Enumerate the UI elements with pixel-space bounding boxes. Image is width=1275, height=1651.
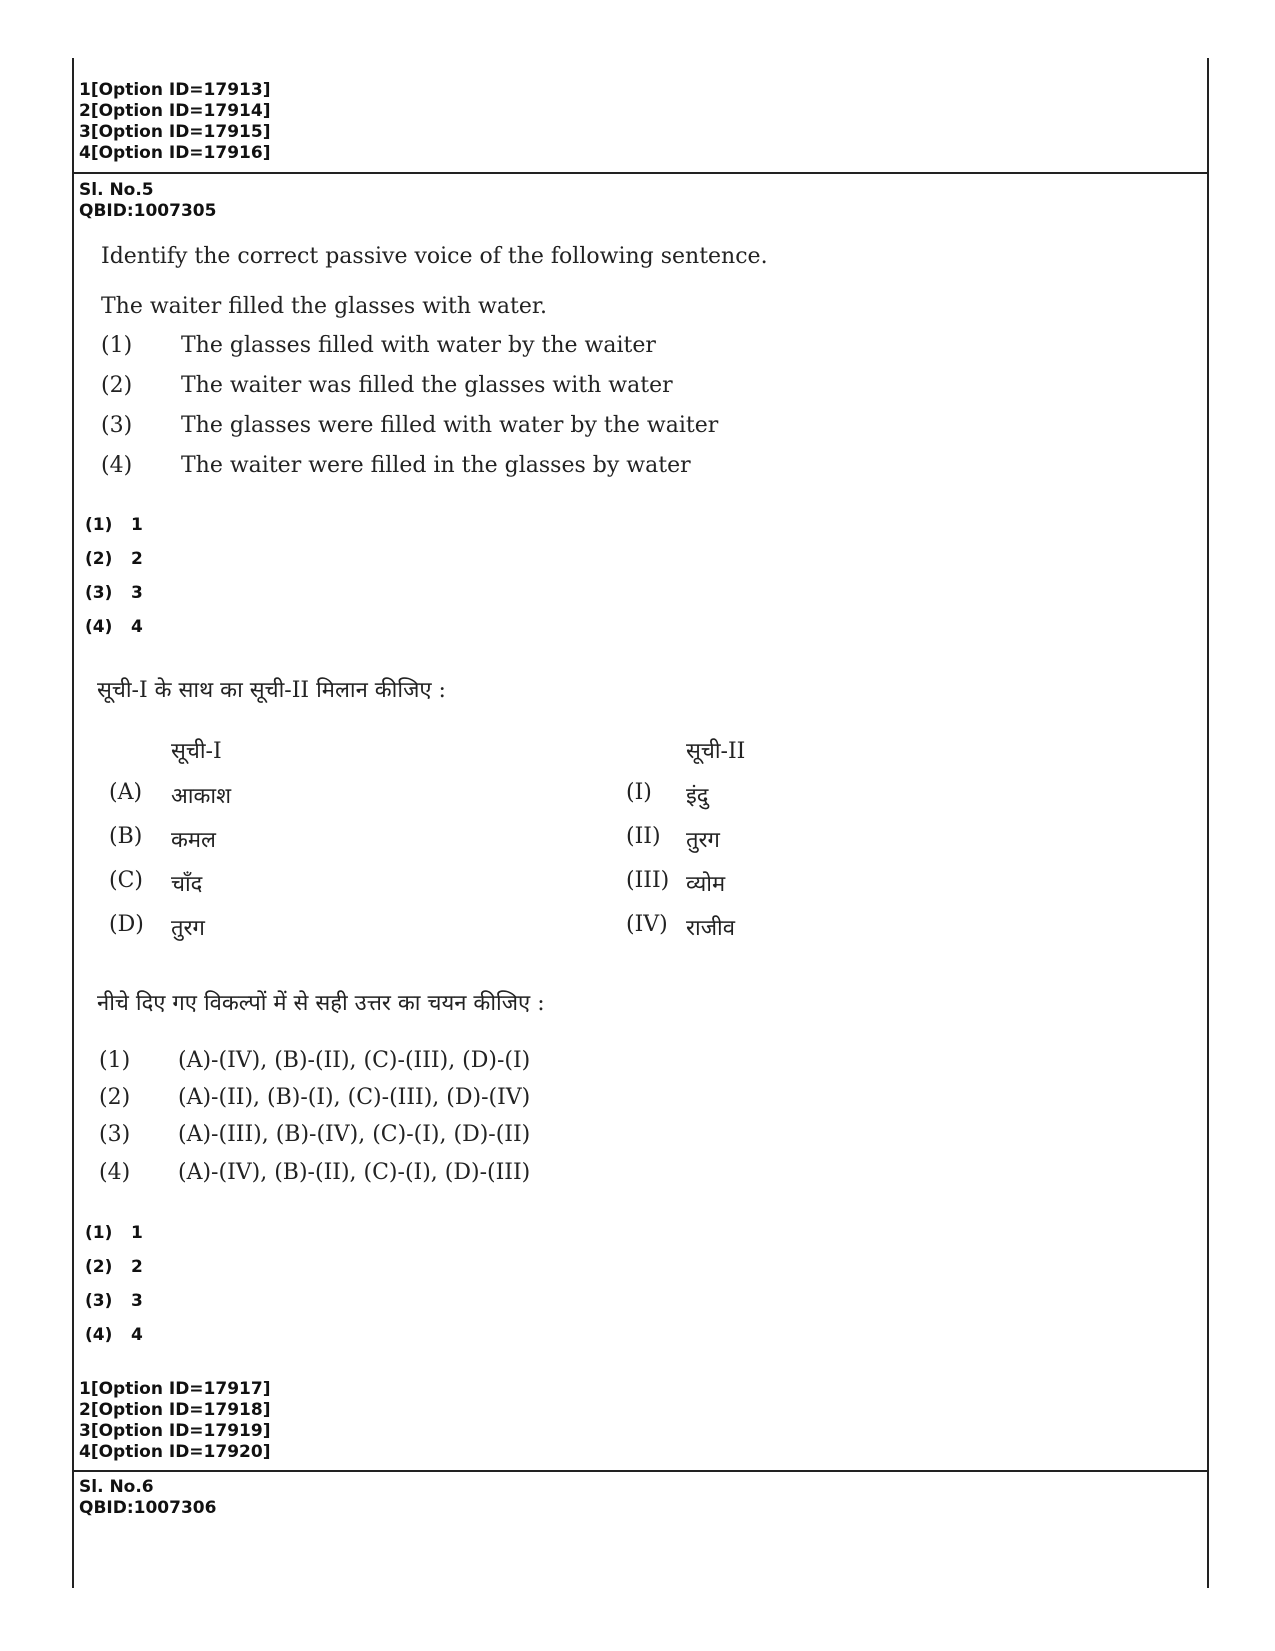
answer-option[interactable]: (4) 4	[85, 617, 143, 637]
answer-option[interactable]: (3) 3	[85, 1291, 143, 1311]
choice-number: (3)	[99, 1122, 131, 1147]
list2-key: (I)	[626, 780, 652, 805]
choice-number: (4)	[101, 453, 133, 478]
serial-number: Sl. No.6	[79, 1477, 154, 1497]
hindi-instruction: सूची-I के साथ का सूची-II मिलान कीजिए :	[97, 678, 446, 703]
choice-text: The waiter was filled the glasses with water	[181, 373, 673, 398]
list2-key: (III)	[626, 868, 670, 893]
top-option-list	[79, 80, 270, 164]
list1-key: (D)	[109, 912, 144, 937]
list2-value: व्योम	[686, 872, 726, 897]
option-id-line: 1[Option ID=17913]	[79, 80, 271, 100]
option-id-list	[79, 1379, 270, 1463]
question-instruction: Identify the correct passive voice of the following sentence.	[101, 244, 768, 269]
list2-key: (II)	[626, 824, 661, 849]
answer-option[interactable]: (2) 2	[85, 549, 143, 569]
list1-key: (A)	[109, 780, 143, 805]
right-border	[1207, 58, 1209, 1588]
list1-value: कमल	[171, 828, 216, 853]
choice-text: (A)-(IV), (B)-(II), (C)-(I), (D)-(III)	[178, 1160, 531, 1185]
option-id-line: 2[Option ID=17918]	[79, 1400, 271, 1420]
option-id-line: 4[Option ID=17920]	[79, 1442, 271, 1462]
section-divider	[72, 1470, 1209, 1472]
serial-number: Sl. No.5	[79, 180, 154, 200]
choice-number: (1)	[101, 333, 133, 358]
choice-number: (1)	[99, 1048, 131, 1073]
answer-option[interactable]: (2) 2	[85, 1257, 143, 1277]
option-id-line: 3[Option ID=17915]	[79, 122, 271, 142]
list2-header: सूची-II	[686, 739, 746, 764]
list1-key: (C)	[109, 868, 143, 893]
list1-header: सूची-I	[171, 739, 222, 764]
list2-value: तुरग	[686, 828, 720, 853]
choice-number: (4)	[99, 1160, 131, 1185]
list1-value: चाँद	[171, 872, 203, 897]
choice-text: The waiter were filled in the glasses by water	[181, 453, 691, 478]
list2-value: राजीव	[686, 916, 735, 941]
choice-text: The glasses were filled with water by the waiter	[181, 413, 719, 438]
option-id-line: 4[Option ID=17916]	[79, 143, 271, 163]
option-id-line: 1[Option ID=17917]	[79, 1379, 271, 1399]
list1-key: (B)	[109, 824, 143, 849]
choice-number: (2)	[101, 373, 133, 398]
left-border	[72, 58, 74, 1588]
question-sentence: The waiter filled the glasses with water.	[101, 294, 547, 319]
section-divider	[72, 172, 1209, 174]
choice-text: (A)-(III), (B)-(IV), (C)-(I), (D)-(II)	[178, 1122, 531, 1147]
select-instruction: नीचे दिए गए विकल्पों में से सही उत्तर का चयन कीजिए :	[97, 991, 545, 1016]
answer-option[interactable]: (3) 3	[85, 583, 143, 603]
question-header	[79, 1477, 216, 1519]
answer-option[interactable]: (4) 4	[85, 1325, 143, 1345]
answer-option[interactable]: (1) 1	[85, 515, 143, 535]
option-id-line: 2[Option ID=17914]	[79, 101, 271, 121]
choice-text: (A)-(II), (B)-(I), (C)-(III), (D)-(IV)	[178, 1085, 531, 1110]
qbid: QBID:1007305	[79, 201, 217, 221]
list1-value: तुरग	[171, 916, 205, 941]
question-header	[79, 180, 216, 222]
list2-value: इंदु	[686, 784, 709, 809]
choice-text: (A)-(IV), (B)-(II), (C)-(III), (D)-(I)	[178, 1048, 531, 1073]
choice-text: The glasses filled with water by the waiter	[181, 333, 656, 358]
list1-value: आकाश	[171, 784, 232, 809]
qbid: QBID:1007306	[79, 1498, 217, 1518]
choice-number: (3)	[101, 413, 133, 438]
list2-key: (IV)	[626, 912, 668, 937]
option-id-line: 3[Option ID=17919]	[79, 1421, 271, 1441]
choice-number: (2)	[99, 1085, 131, 1110]
answer-option[interactable]: (1) 1	[85, 1223, 143, 1243]
